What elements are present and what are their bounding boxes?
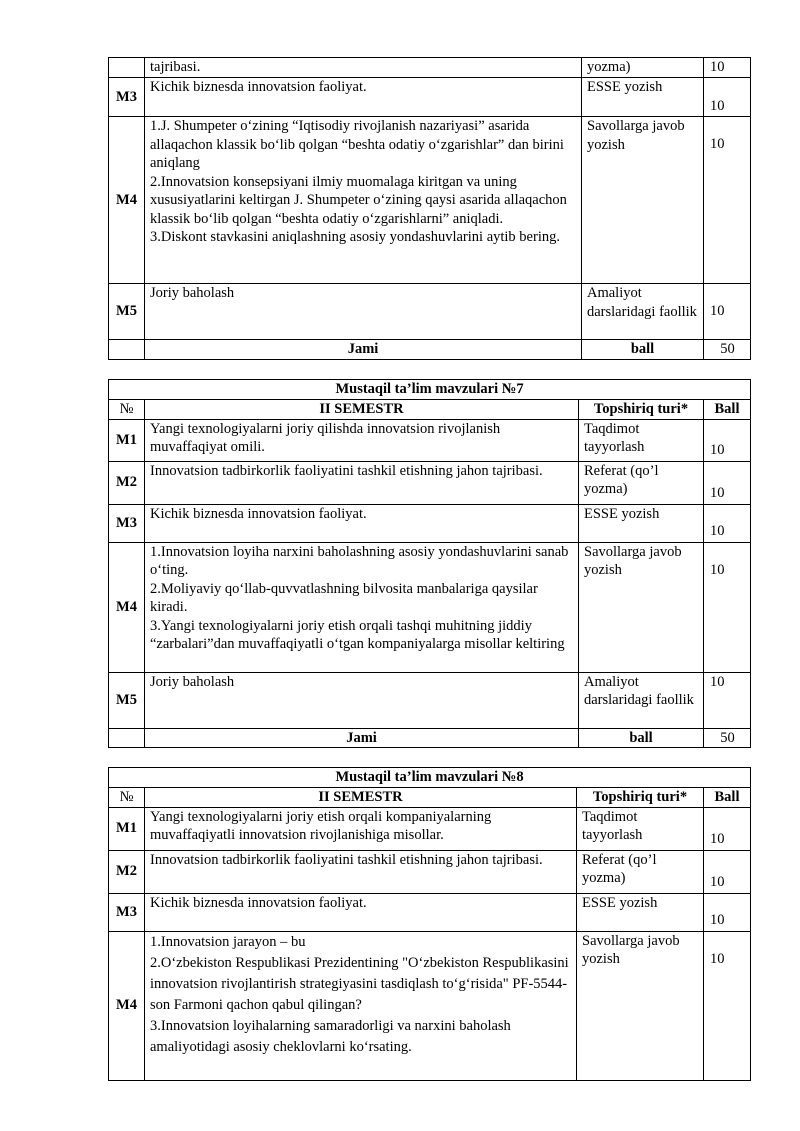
total-value: 50: [704, 340, 751, 360]
total-ball-label: ball: [579, 728, 704, 748]
header-no: №: [109, 788, 145, 808]
total-label: Jami: [145, 340, 582, 360]
table-mavzulari-7: [108, 379, 751, 748]
row-id: M2: [109, 850, 145, 893]
table-title-row: [109, 380, 751, 400]
topic-cell: Joriy baholash: [145, 672, 579, 728]
topic-cell: Kichik biznesda innovatsion faoliyat.: [145, 504, 579, 542]
type-cell: yozma): [582, 58, 704, 78]
total-row: [109, 340, 751, 360]
topic-cell: [145, 542, 579, 672]
row-id: M1: [109, 807, 145, 850]
type-cell: Taqdimot tayyorlash: [577, 807, 704, 850]
header-ball: Ball: [704, 400, 751, 420]
row-id: M1: [109, 419, 145, 461]
question-item: 3.Innovatsion loyihalarning samaradorligi va narxini baholash amaliyotidagi asosiy cheklovlarni ko‘rsating.: [150, 1017, 511, 1055]
type-cell: Taqdimot tayyorlash: [579, 419, 704, 461]
table-row: [109, 419, 751, 461]
table-row: [109, 58, 751, 78]
ball-cell: 10: [704, 461, 751, 504]
row-id: M4: [109, 542, 145, 672]
header-semestr: II SEMESTR: [145, 400, 579, 420]
total-label: Jami: [145, 728, 579, 748]
empty-cell: [109, 728, 145, 748]
header-ball: Ball: [704, 788, 751, 808]
table-row: [109, 117, 751, 284]
row-id: M4: [109, 117, 145, 284]
ball-cell: 10: [704, 284, 751, 340]
ball-cell: 10: [704, 78, 751, 117]
topic-cell: [145, 931, 577, 1080]
type-cell: ESSE yozish: [582, 78, 704, 117]
topic-cell: Yangi texnologiyalarni joriy qilishda innovatsion rivojlanish muvaffaqiyat omili.: [145, 419, 579, 461]
type-cell: Savollarga javob yozish: [577, 931, 704, 1080]
header-no: №: [109, 400, 145, 420]
type-cell: Amaliyot darslaridagi faollik: [582, 284, 704, 340]
ball-cell: 10: [704, 504, 751, 542]
row-id: [109, 58, 145, 78]
table-title: Mustaqil ta’lim mavzulari №8: [109, 768, 751, 788]
row-id: M5: [109, 284, 145, 340]
table-row: [109, 542, 751, 672]
question-item: 2.O‘zbekiston Respublikasi Prezidentining "O‘zbekiston Respublikasini innovatsion rivojlantirish strategiyasini tasdiqlash to‘g‘risida" PF-5544-son Farmoni qachon qabul qilingan?: [150, 954, 569, 1013]
table-title-row: [109, 768, 751, 788]
type-cell: ESSE yozish: [577, 893, 704, 931]
type-cell: Savollarga javob yozish: [579, 542, 704, 672]
total-row: [109, 728, 751, 748]
table-row: [109, 284, 751, 340]
topic-cell: Yangi texnologiyalarni joriy etish orqali kompaniyalarning muvaffaqiyatli innovatsion rivojlanishiga misollar.: [145, 807, 577, 850]
question-item: 1.J. Shumpeter o‘zining “Iqtisodiy rivojlanish nazariyasi” asarida allaqachon klassik bo‘lib qolgan “beshta odatiy o‘zgarishlar” dan birini aniqlang: [150, 118, 564, 171]
ball-cell: 10: [704, 542, 751, 672]
topic-cell: Joriy baholash: [145, 284, 582, 340]
ball-cell: 10: [704, 58, 751, 78]
type-cell: ESSE yozish: [579, 504, 704, 542]
row-id: M4: [109, 931, 145, 1080]
table-title: Mustaqil ta’lim mavzulari №7: [109, 380, 751, 400]
type-cell: Savollarga javob yozish: [582, 117, 704, 284]
topic-cell: Innovatsion tadbirkorlik faoliyatini tashkil etishning jahon tajribasi.: [145, 850, 577, 893]
question-item: 2.Innovatsion konsepsiyani ilmiy muomalaga kiritgan va uning xususiyatlarini keltirgan J. Shumpeter o‘zining qaysi asarida allaqachon klassik bo‘lib qolgan “beshta odatiy o‘zgarishlarni” aniqladi.: [150, 173, 567, 227]
ball-cell: 10: [704, 807, 751, 850]
total-value: 50: [704, 728, 751, 748]
table-row: [109, 504, 751, 542]
table-row: [109, 893, 751, 931]
topic-cell: Kichik biznesda innovatsion faoliyat.: [145, 893, 577, 931]
row-id: M5: [109, 672, 145, 728]
ball-cell: 10: [704, 893, 751, 931]
question-item: 3.Yangi texnologiyalarni joriy etish orqali tashqi muhitning jiddiy “zarbalari”dan muvaffaqiyatli o‘tgan kompaniyalarga misollar keltiring: [150, 617, 565, 652]
type-cell: Referat (qo’l yozma): [577, 850, 704, 893]
topic-cell: Innovatsion tadbirkorlik faoliyatini tashkil etishning jahon tajribasi.: [145, 461, 579, 504]
table-row: [109, 850, 751, 893]
ball-cell: 10: [704, 850, 751, 893]
table-row: [109, 672, 751, 728]
table-row: [109, 461, 751, 504]
question-item: 1.Innovatsion loyiha narxini baholashning asosiy yondashuvlarini sanab o‘ting.: [150, 543, 569, 578]
ball-cell: 10: [704, 672, 751, 728]
question-item: 3.Diskont stavkasini aniqlashning asosiy yondashuvlarini aytib bering.: [150, 229, 560, 245]
table-header-row: [109, 400, 751, 420]
topic-cell: tajribasi.: [145, 58, 582, 78]
type-cell: Amaliyot darslaridagi faollik: [579, 672, 704, 728]
ball-cell: 10: [704, 117, 751, 284]
question-item: 2.Moliyaviy qo‘llab-quvvatlashning bilvosita manbalariga qaysilar kiradi.: [150, 580, 538, 615]
table-mavzulari-8: [108, 767, 751, 1081]
topic-cell: [145, 117, 582, 284]
ball-cell: 10: [704, 931, 751, 1080]
header-type: Topshiriq turi*: [579, 400, 704, 420]
table-row: [109, 931, 751, 1080]
row-id: M3: [109, 78, 145, 117]
question-item: 1.Innovatsion jarayon – bu: [150, 933, 306, 950]
topic-cell: Kichik biznesda innovatsion faoliyat.: [145, 78, 582, 117]
empty-cell: [109, 340, 145, 360]
table-row: [109, 78, 751, 117]
header-semestr: II SEMESTR: [145, 788, 577, 808]
header-type: Topshiriq turi*: [577, 788, 704, 808]
table-header-row: [109, 788, 751, 808]
row-id: M3: [109, 893, 145, 931]
total-ball-label: ball: [582, 340, 704, 360]
table-row: [109, 807, 751, 850]
row-id: M2: [109, 461, 145, 504]
row-id: M3: [109, 504, 145, 542]
table-continued: [108, 57, 751, 360]
type-cell: Referat (qo’l yozma): [579, 461, 704, 504]
ball-cell: 10: [704, 419, 751, 461]
